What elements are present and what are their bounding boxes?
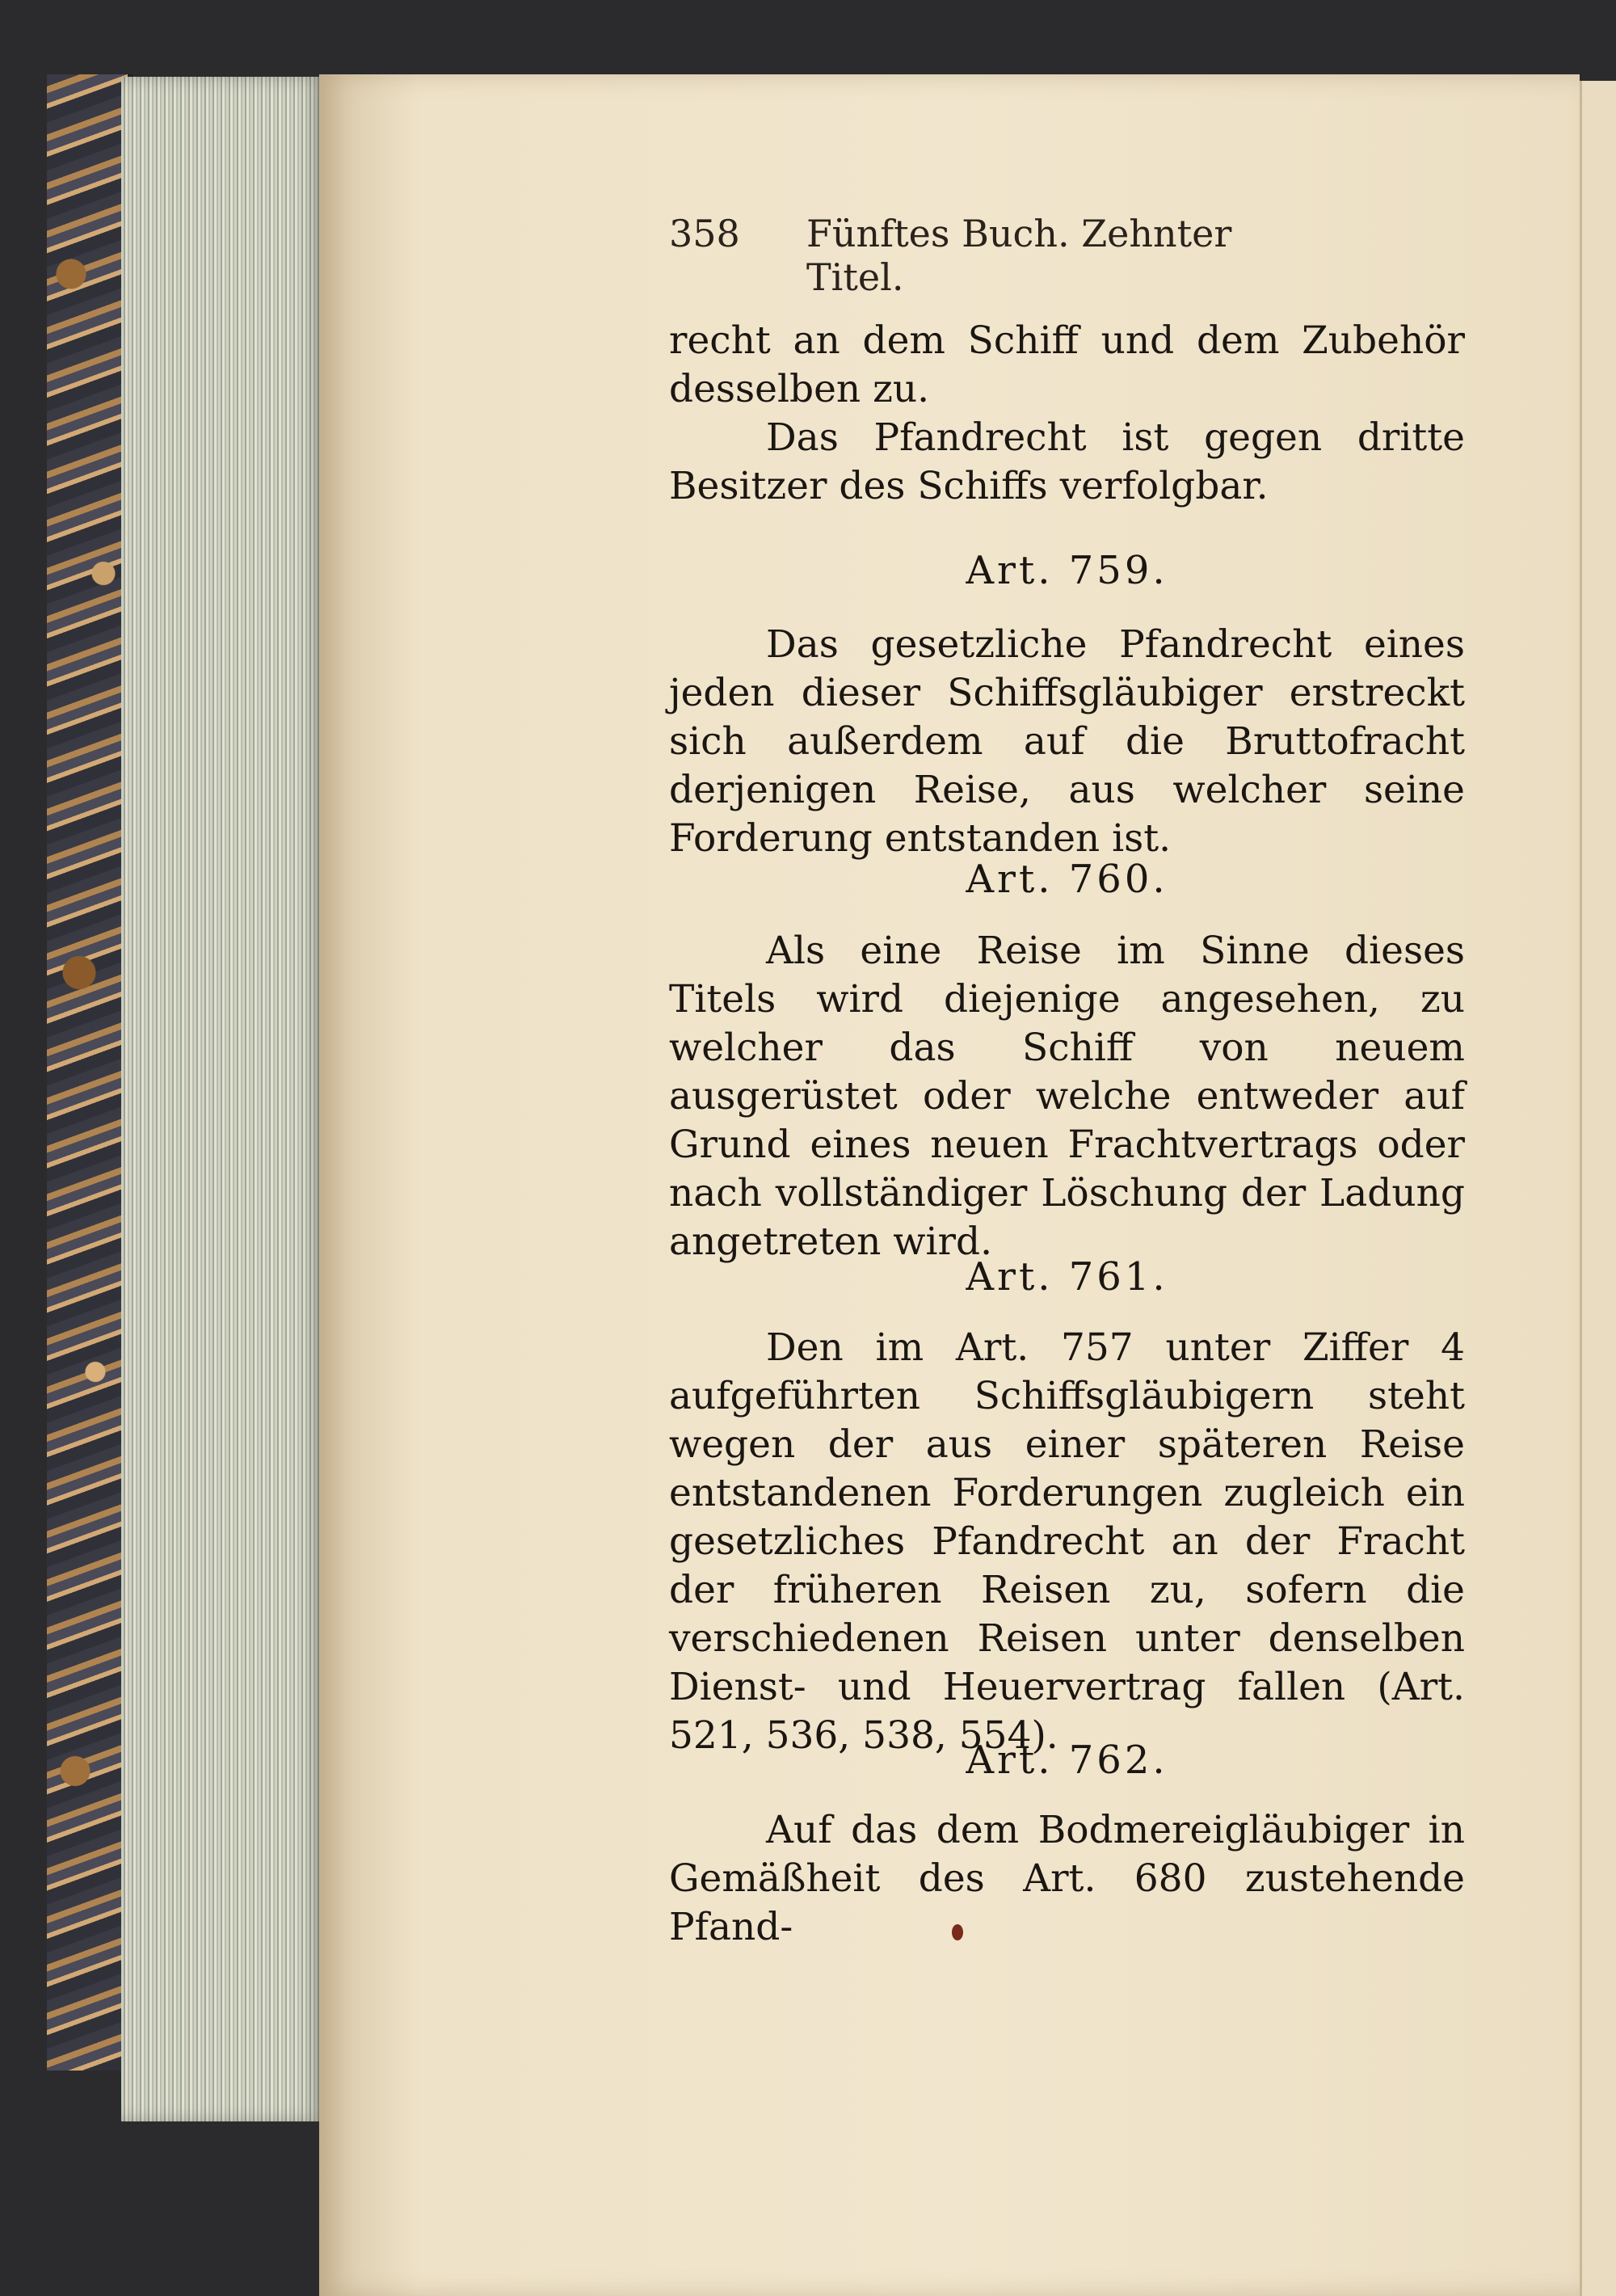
article-paragraph-759: Das gesetzliche Pfandrecht eines jeden dieser Schiffsgläubiger erstreckt sich außerdem auf die Bruttofracht derjenigen Reise, aus welcher seine Forderung entstanden ist. — [669, 622, 1465, 861]
continuation-line-2: desselben zu. — [669, 367, 930, 411]
continuation-paragraph: Das Pfandrecht ist gegen dritte Besitzer des Schiffs verfolgbar. — [669, 415, 1465, 508]
article-heading-760: Art. 760. — [966, 857, 1168, 902]
article-heading-761: Art. 761. — [966, 1254, 1168, 1300]
book-cover-marbled — [47, 74, 133, 2071]
article-text-760 — [669, 927, 1465, 1266]
article-paragraph-760: Als eine Reise im Sinne dieses Titels wird diejenige angesehen, zu welcher das Schiff von neuem ausgerüstet oder welche entweder auf Grund eines neuen Frachtvertrags oder nach vollständiger Löschung der Ladung angetreten wird. — [669, 929, 1465, 1264]
article-paragraph-762: Auf das dem Bodmereigläubiger in Gemäßheit des Art. 680 zustehende Pfand- — [669, 1808, 1465, 1949]
page-number: 358 — [669, 212, 740, 255]
continuation-text — [669, 317, 1465, 511]
continuation-line-1: recht an dem Schiff und dem Zubehör — [669, 318, 1465, 363]
page-header — [669, 212, 1315, 299]
article-text-762 — [669, 1806, 1465, 1952]
ink-spot — [952, 1924, 963, 1940]
article-text-759 — [669, 621, 1465, 863]
running-title: Fünftes Buch. Zehnter Titel. — [806, 212, 1232, 299]
article-heading-759: Art. 759. — [966, 548, 1168, 593]
article-paragraph-761: Den im Art. 757 unter Ziffer 4 aufgeführten Schiffsgläubigern steht wegen der aus einer späteren Reise entstandenen Forderungen zugleich ein gesetzliches Pfandrecht an der Fracht der früheren Reisen zu, sofern die verschiedenen Reisen unter denselben Dienst- und Heuervertrag fallen (Art. 521, 536, 538, 554). — [669, 1325, 1465, 1758]
next-page-edge — [1580, 81, 1616, 2296]
article-heading-762: Art. 762. — [966, 1738, 1168, 1783]
article-text-761 — [669, 1324, 1465, 1760]
page-edges — [121, 77, 323, 2121]
